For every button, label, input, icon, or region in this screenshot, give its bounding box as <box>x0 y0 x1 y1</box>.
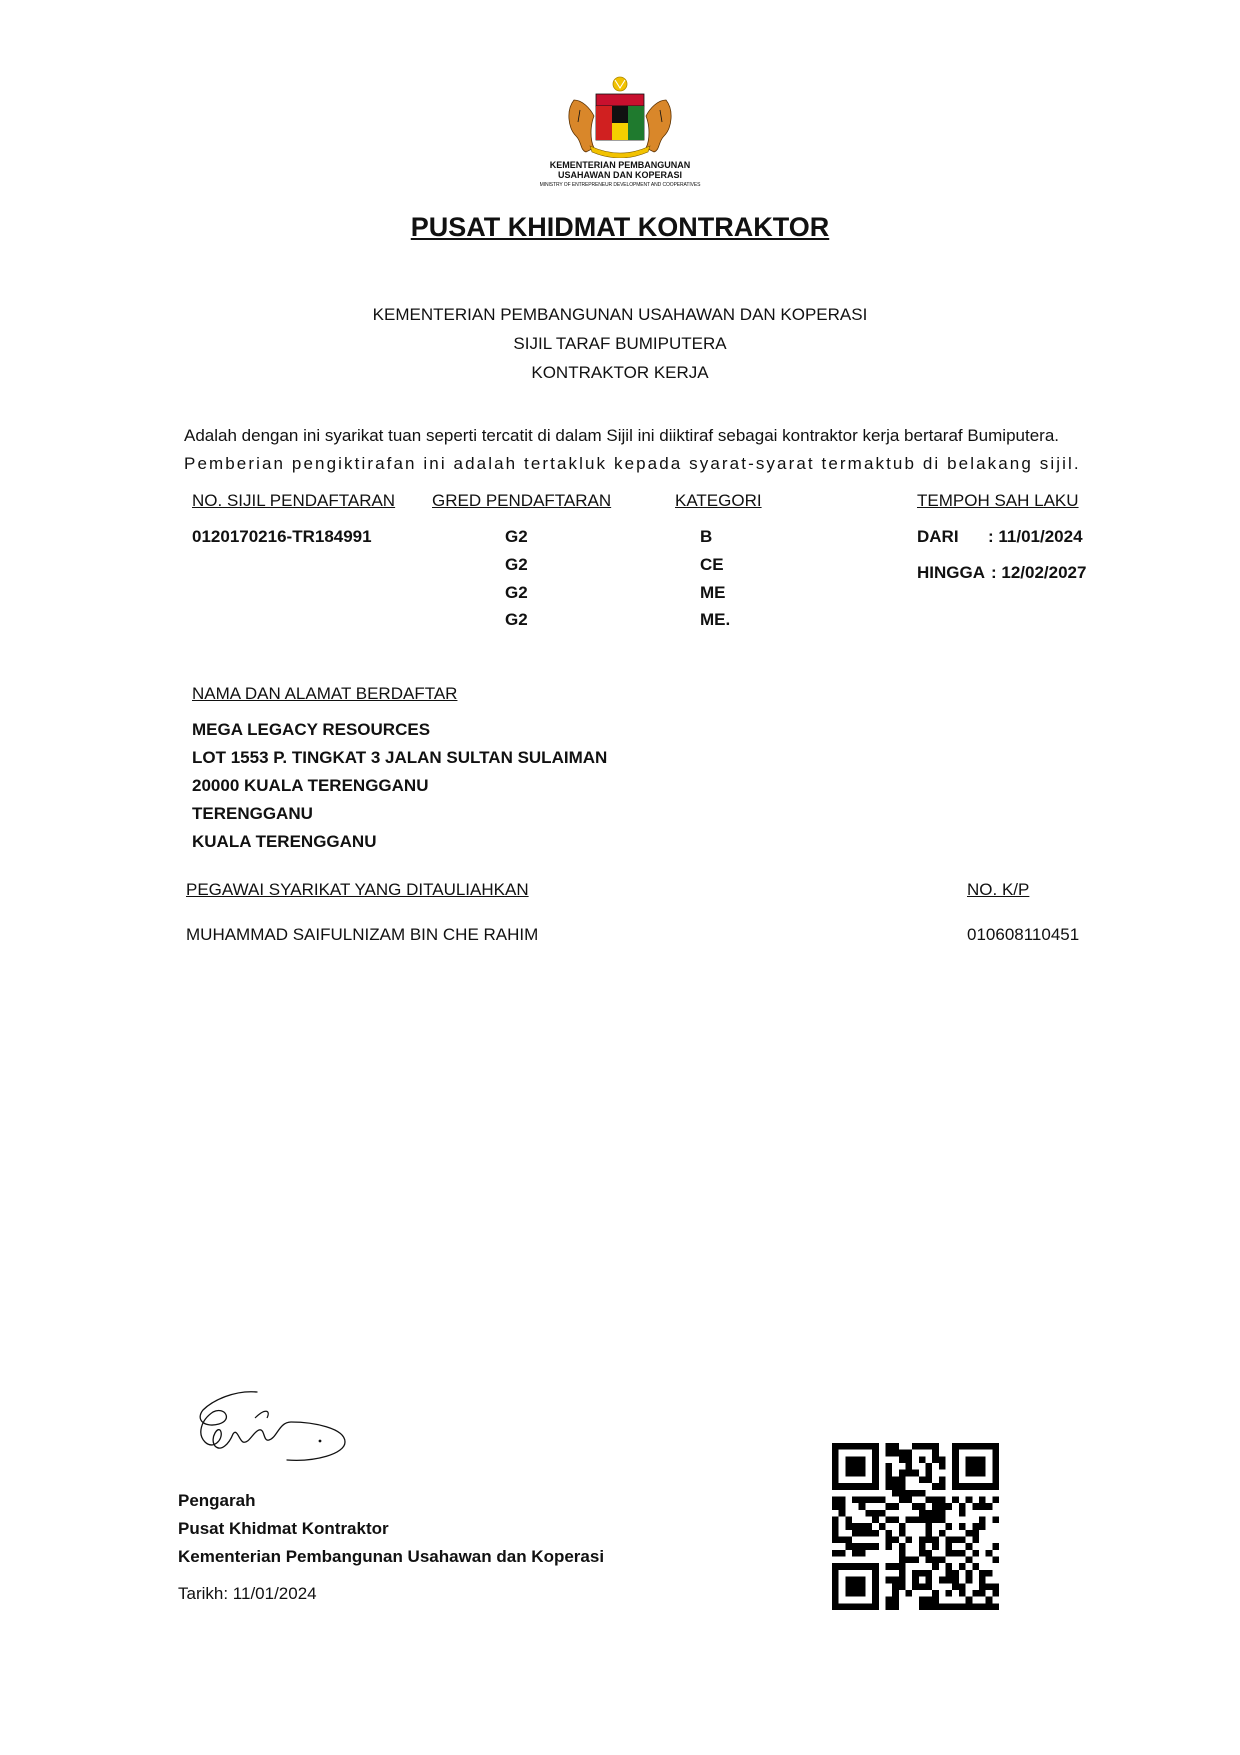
logo-line-2: USAHAWAN DAN KOPERASI <box>557 170 682 180</box>
grade-value: G2 <box>505 610 528 629</box>
page-title: PUSAT KHIDMAT KONTRAKTOR <box>410 212 830 242</box>
validity-to-label: HINGGA <box>917 563 985 582</box>
qr-code <box>832 1443 999 1610</box>
category-value: ME. <box>700 610 731 629</box>
header-contractor-type: KONTRAKTOR KERJA <box>531 363 709 382</box>
issue-date: Tarikh: 11/01/2024 <box>178 1584 317 1603</box>
category-value: CE <box>700 555 724 574</box>
logo-line-3: MINISTRY OF ENTREPRENEUR DEVELOPMENT AND COOPERATIVES <box>539 182 701 188</box>
category-value: ME <box>700 583 726 602</box>
header-cert-type: SIJIL TARAF BUMIPUTERA <box>513 334 727 353</box>
address-line: 20000 KUALA TERENGGANU <box>192 776 429 795</box>
intro-line-2: Pemberian pengiktirafan ini adalah tertakluk kepada syarat-syarat termaktub di belakang sijil. <box>184 454 1081 473</box>
address-line: LOT 1553 P. TINGKAT 3 JALAN SULTAN SULAIMAN <box>192 748 608 767</box>
signatory-department: Pusat Khidmat Kontraktor <box>178 1519 389 1538</box>
validity-from-value: : 11/01/2024 <box>988 527 1083 546</box>
address-heading: NAMA DAN ALAMAT BERDAFTAR <box>192 684 458 703</box>
intro-line-1: Adalah dengan ini syarikat tuan seperti tercatit di dalam Sijil ini diiktiraf sebagai kontraktor kerja bertaraf Bumiputera. <box>184 426 1060 445</box>
ministry-logo-text <box>530 160 710 190</box>
category-heading: KATEGORI <box>675 491 762 510</box>
grade-heading: GRED PENDAFTARAN <box>432 491 612 510</box>
validity-from-label: DARI <box>917 527 959 546</box>
grade-value: G2 <box>505 583 528 602</box>
cert-number: 0120170216-TR184991 <box>192 527 372 546</box>
cert-no-heading: NO. SIJIL PENDAFTARAN <box>192 491 396 510</box>
grade-value: G2 <box>505 555 528 574</box>
address-line: TERENGGANU <box>192 804 313 823</box>
header-ministry: KEMENTERIAN PEMBANGUNAN USAHAWAN DAN KOPERASI <box>372 305 868 324</box>
signatory-title: Pengarah <box>178 1491 256 1510</box>
validity-to-value: : 12/02/2027 <box>991 563 1087 582</box>
logo-line-1: KEMENTERIAN PEMBANGUNAN <box>549 160 691 170</box>
handwritten-signature <box>195 1388 365 1472</box>
coat-of-arms-emblem <box>560 76 680 158</box>
validity-heading: TEMPOH SAH LAKU <box>917 491 1079 510</box>
officer-heading: PEGAWAI SYARIKAT YANG DITAULIAHKAN <box>186 880 529 899</box>
id-number-heading: NO. K/P <box>967 880 1030 899</box>
grade-value: G2 <box>505 527 528 546</box>
officer-name: MUHAMMAD SAIFULNIZAM BIN CHE RAHIM <box>186 925 539 944</box>
company-name: MEGA LEGACY RESOURCES <box>192 720 431 739</box>
category-value: B <box>700 527 713 546</box>
address-line: KUALA TERENGGANU <box>192 832 377 851</box>
officer-id-number: 010608110451 <box>967 925 1080 944</box>
signatory-ministry: Kementerian Pembangunan Usahawan dan Koperasi <box>178 1547 605 1566</box>
